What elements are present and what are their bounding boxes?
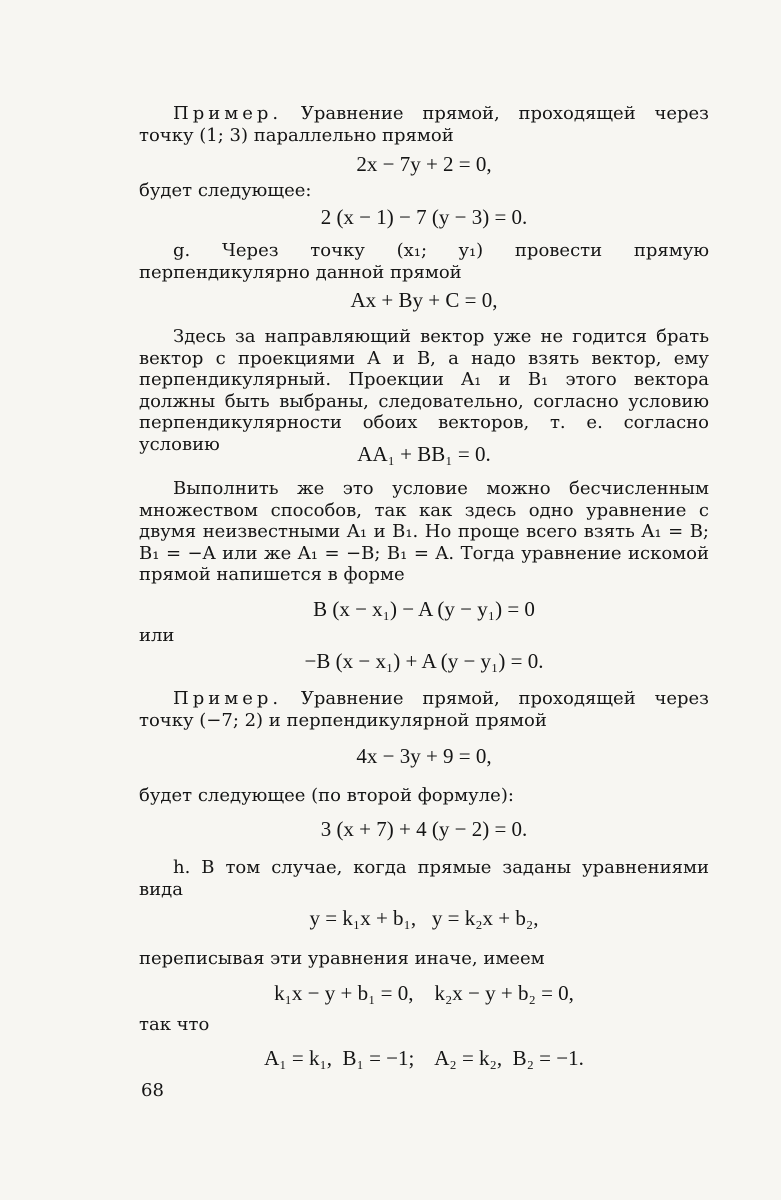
section-h-equation2: k₁x − y + b₁ = 0, k₂x − y + b₂ = 0,	[274, 981, 574, 1005]
section-g-intro: g. Через точку (x₁; y₁) провести прямую перпендикулярно данной прямой	[139, 240, 709, 283]
example1-equation: 2x − 7y + 2 = 0,	[356, 152, 492, 176]
example2-equation: 4x − 3y + 9 = 0,	[356, 744, 492, 768]
section-h-equation3: A₁ = k₁, B₁ = −1; A₂ = k₂, B₂ = −1.	[264, 1046, 584, 1070]
section-h-so: так что	[139, 1014, 210, 1035]
example1-paragraph	[139, 103, 709, 146]
example1-result: 2 (x − 1) − 7 (y − 3) = 0.	[320, 205, 528, 229]
example1-after: будет следующее:	[139, 180, 312, 201]
section-g-condition: AA₁ + BB₁ = 0.	[357, 442, 491, 466]
section-h-equation: y = k₁x + b₁, y = k₂x + b₂,	[309, 906, 539, 930]
example2-text: Уравнение прямой, проходящей через точку (−7; 2) и перпендикулярной прямой	[139, 688, 709, 731]
page-number: 68	[141, 1080, 164, 1101]
example2-result: 3 (x + 7) + 4 (y − 2) = 0.	[320, 817, 528, 841]
example2-lead: Пример.	[173, 688, 283, 709]
section-h-rewrite: переписывая эти уравнения иначе, имеем	[139, 948, 545, 969]
example2-after: будет следующее (по второй формуле):	[139, 785, 514, 806]
section-g-paragraph2: Выполнить же это условие можно бесчисленным множеством способов, так как здесь одно уравнение с двумя неизвестными A₁ и B₁. Но проще всего взять A₁ = B; B₁ = −A или же A₁ = −B; B₁ = A. Тогда уравнение искомой прямой напишется в форме	[139, 478, 709, 585]
section-h-intro: h. В том случае, когда прямые заданы уравнениями вида	[139, 857, 709, 900]
section-g-form2: −B (x − x₁) + A (y − y₁) = 0.	[304, 649, 544, 673]
section-g-equation: Ax + By + C = 0,	[350, 288, 498, 312]
example1-text: Уравнение прямой, проходящей через точку (1; 3) параллельно прямой	[139, 103, 709, 146]
section-g-paragraph1: Здесь за направляющий вектор уже не годится брать вектор с проекциями A и B, а надо взять вектор, ему перпендикулярный. Проекции A₁ и B₁ этого вектора должны быть выбраны, следовательно, согласно условию перпендикулярности обоих векторов, т. е. согласно условию	[139, 326, 709, 455]
example2-paragraph	[139, 688, 709, 731]
example1-lead: Пример.	[173, 103, 283, 124]
section-g-or: или	[139, 625, 175, 646]
section-g-form1: B (x − x₁) − A (y − y₁) = 0	[313, 597, 535, 621]
